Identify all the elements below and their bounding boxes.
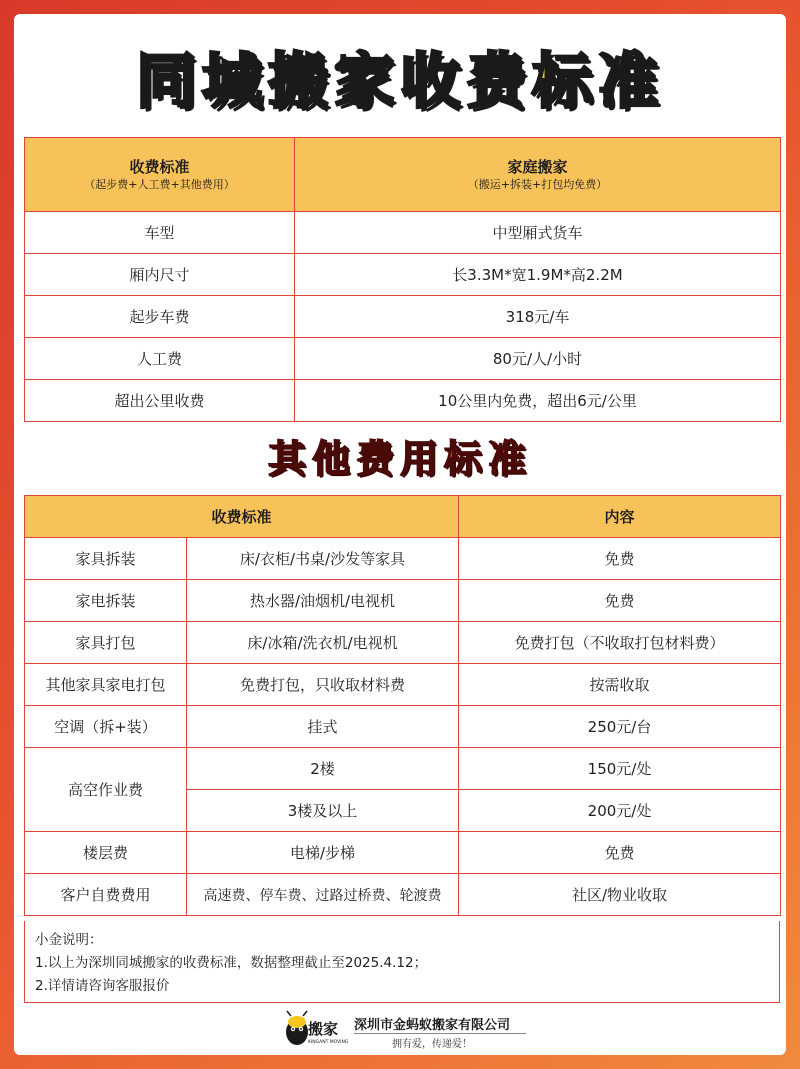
row-content: 免费 (459, 580, 781, 622)
table-header-row (25, 496, 781, 538)
table-row (25, 296, 781, 338)
row-label: 超出公里收费 (25, 380, 295, 422)
section-title: 其他费用标准 (267, 436, 532, 481)
row-content: 免费 (459, 538, 781, 580)
notes-heading: 小金说明： (35, 932, 103, 948)
header-cell-fee-standard (25, 138, 295, 212)
header-sub-label: （搬运+拆装+打包均免费） (467, 177, 608, 191)
table-row (25, 212, 781, 254)
table-row (25, 874, 781, 916)
header-sub-label: （起步费+人工费+其他费用） (84, 177, 235, 191)
header-cell-content: 内容 (459, 496, 781, 538)
row-item: 楼层费 (25, 832, 187, 874)
table-row (25, 580, 781, 622)
logo-text: 搬家 (308, 1020, 339, 1038)
row-item: 高空作业费 (25, 748, 187, 832)
row-detail: 挂式 (187, 706, 459, 748)
header-main-label: 收费标准 (129, 157, 190, 176)
row-content: 免费打包（不收取打包材料费） (459, 622, 781, 664)
table-row (25, 832, 781, 874)
row-content: 按需收取 (459, 664, 781, 706)
row-item: 其他家具家电打包 (25, 664, 187, 706)
footer (14, 1008, 786, 1054)
basic-fee-table (24, 137, 781, 422)
table-row (25, 338, 781, 380)
row-label: 厢内尺寸 (25, 254, 295, 296)
row-content: 免费 (459, 832, 781, 874)
row-content: 250元/台 (459, 706, 781, 748)
row-detail: 热水器/油烟机/电视机 (187, 580, 459, 622)
row-label: 起步车费 (25, 296, 295, 338)
row-detail: 2楼 (187, 748, 459, 790)
table-row (25, 380, 781, 422)
row-detail: 床/冰箱/洗衣机/电视机 (187, 622, 459, 664)
page-title: 同城搬家收费标准 (136, 47, 664, 117)
row-item: 空调（拆+装） (25, 706, 187, 748)
row-item: 客户自费费用 (25, 874, 187, 916)
row-detail: 3楼及以上 (187, 790, 459, 832)
ant-logo-icon (282, 1010, 348, 1052)
notes-line: 2.详情请咨询客服报价 (35, 978, 170, 994)
price-sheet (14, 14, 786, 1055)
row-value: 长3.3M*宽1.9M*高2.2M (295, 254, 781, 296)
other-fee-table (24, 495, 781, 916)
header-cell-fee-standard: 收费标准 (25, 496, 459, 538)
table-row (25, 706, 781, 748)
row-value: 10公里内免费，超出6元/公里 (295, 380, 781, 422)
row-detail: 床/衣柜/书桌/沙发等家具 (187, 538, 459, 580)
row-detail: 高速费、停车费、过路过桥费、轮渡费 (187, 874, 459, 916)
row-value: 318元/车 (295, 296, 781, 338)
row-value: 80元/人/小时 (295, 338, 781, 380)
table-row (25, 254, 781, 296)
logo-subtext: KINGANT MOVING (308, 1040, 348, 1045)
table-row (25, 538, 781, 580)
row-item: 家具拆装 (25, 538, 187, 580)
row-item: 家具打包 (25, 622, 187, 664)
divider (354, 1033, 526, 1034)
row-item: 家电拆装 (25, 580, 187, 622)
table-row (25, 622, 781, 664)
slogan: 拥有爱，传递爱！ (392, 1039, 472, 1050)
row-content: 150元/处 (459, 748, 781, 790)
header-main-label: 家庭搬家 (507, 157, 568, 176)
notes-line: 1.以上为深圳同城搬家的收费标准，数据整理截止至2025.4.12； (35, 955, 428, 971)
row-label: 车型 (25, 212, 295, 254)
notes-box (24, 921, 780, 1003)
header-cell-home-moving (295, 138, 781, 212)
row-content: 200元/处 (459, 790, 781, 832)
company-name: 深圳市金蚂蚁搬家有限公司 (354, 1018, 511, 1033)
row-detail: 电梯/步梯 (187, 832, 459, 874)
table-header-row (25, 138, 781, 212)
table-row (25, 748, 781, 790)
row-label: 人工费 (25, 338, 295, 380)
row-value: 中型厢式货车 (295, 212, 781, 254)
table-row (25, 664, 781, 706)
row-content: 社区/物业收取 (459, 874, 781, 916)
row-detail: 免费打包，只收取材料费 (187, 664, 459, 706)
